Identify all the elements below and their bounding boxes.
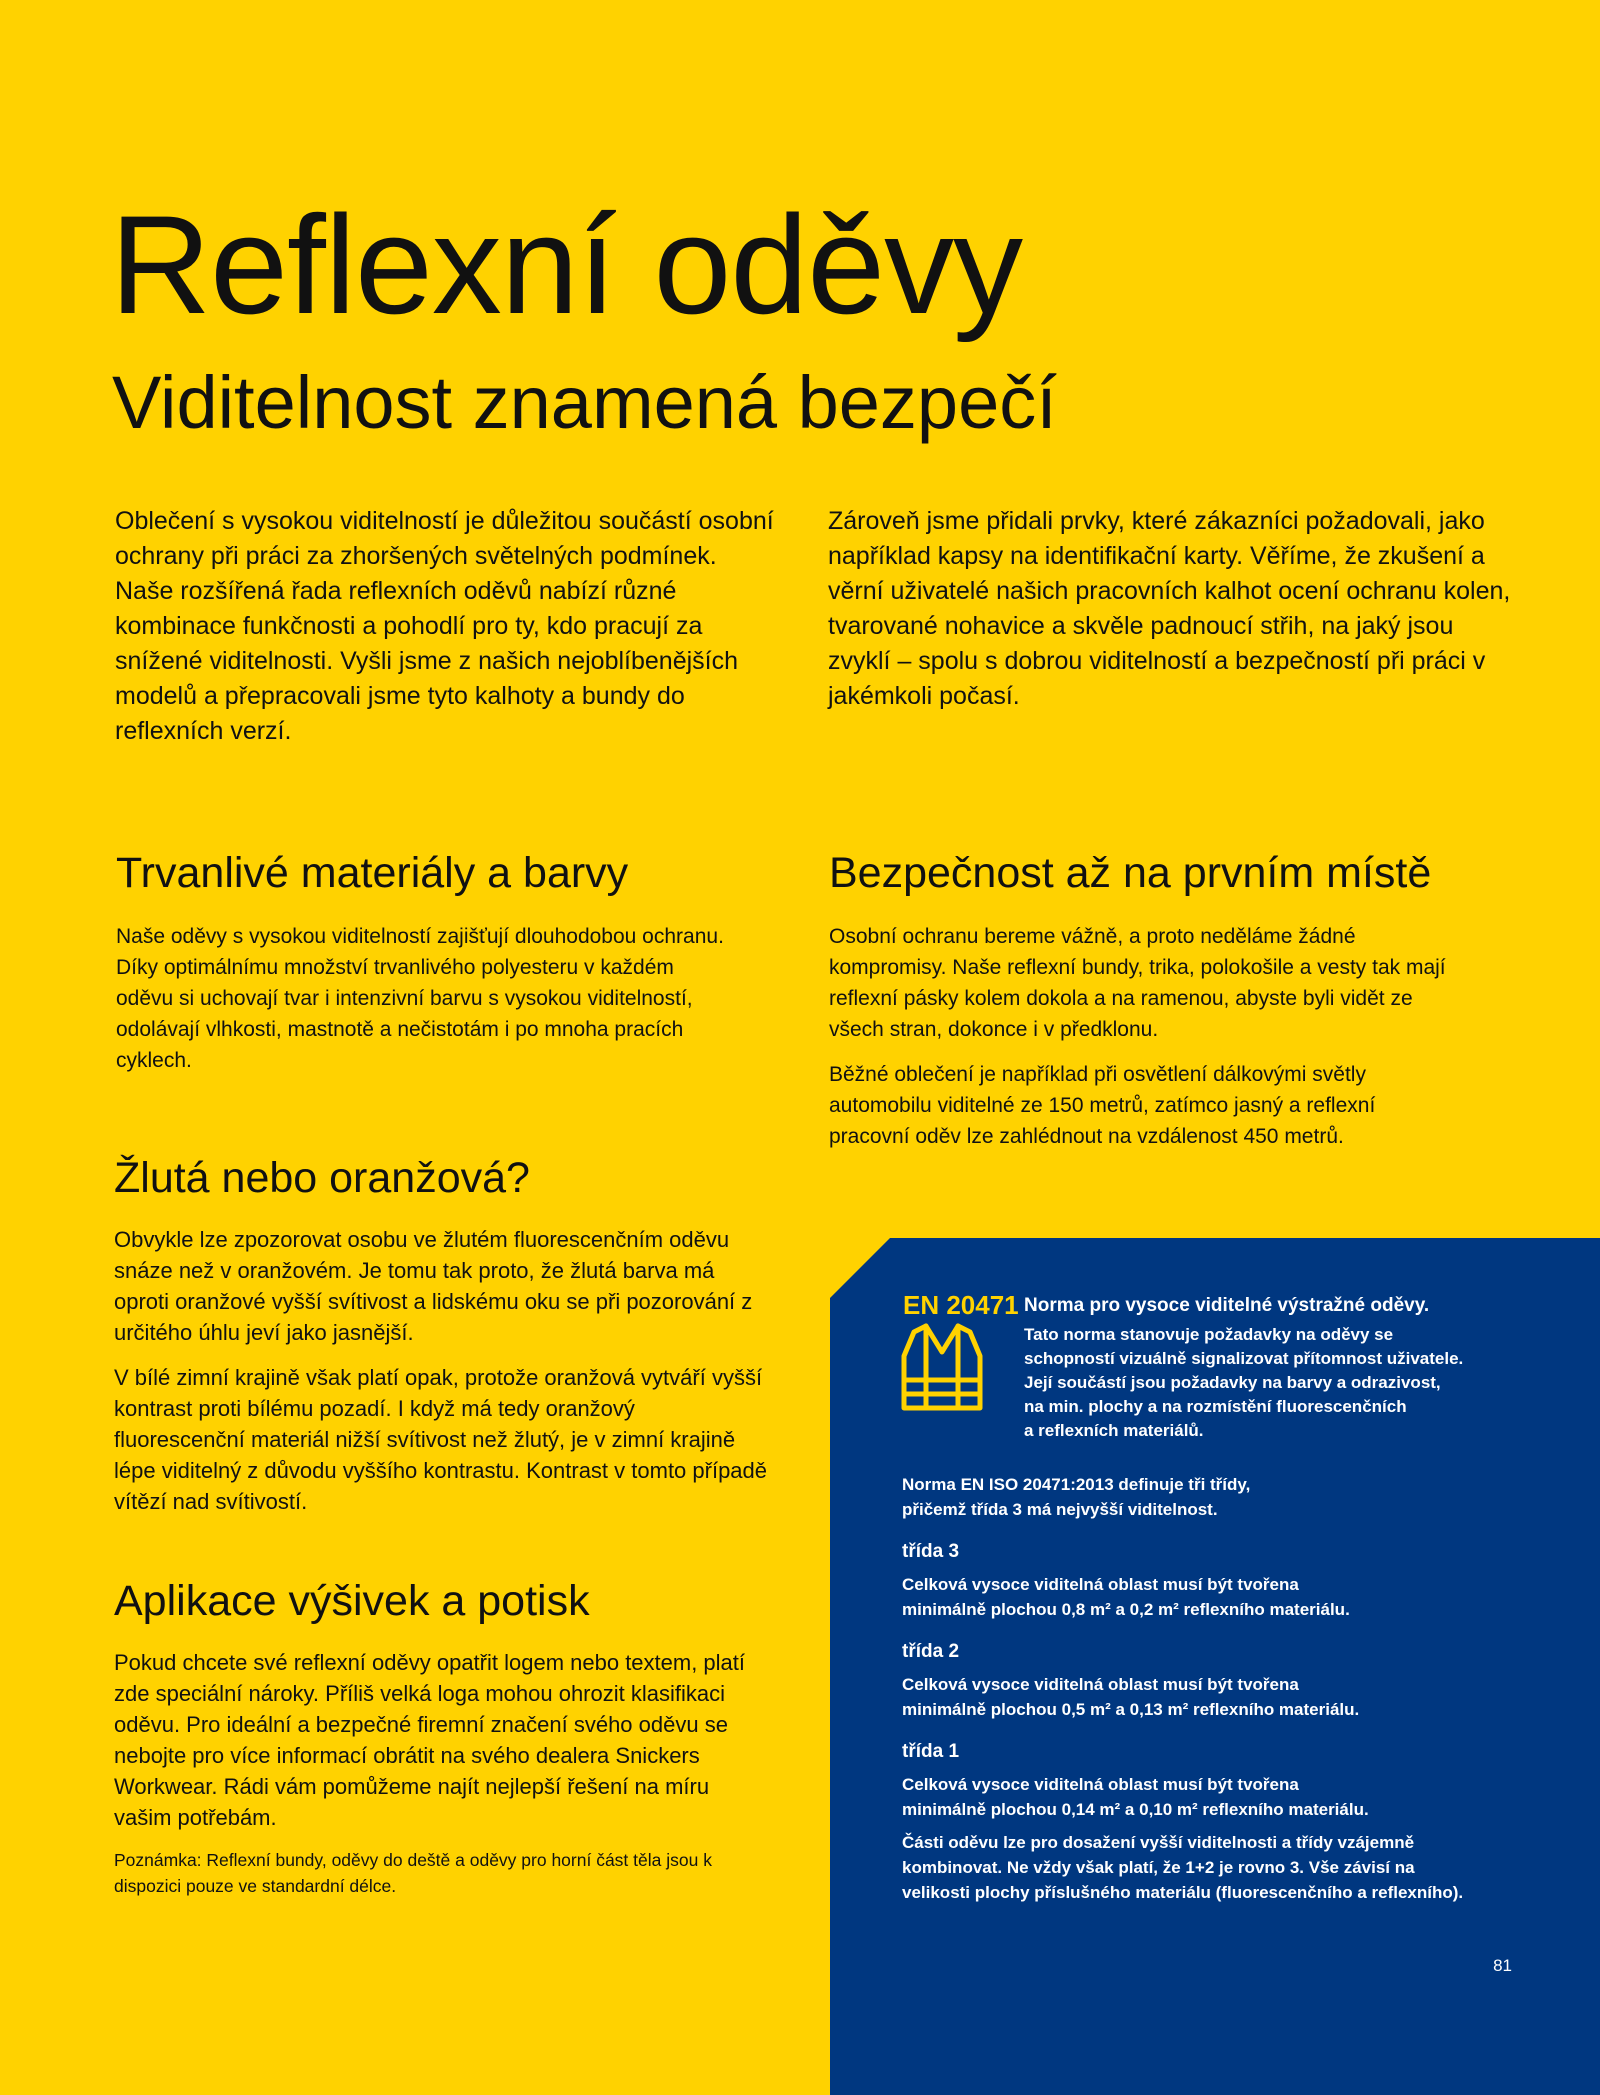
section-text: V bílé zimní krajině však platí opak, protože oranžová vytváří vyšší kontrast proti bílému pozadí. I když má tedy oranžový fluorescenční materiál nižší svítivost než žlutý, je v zimní krajině lépe viditelný z důvodu vyššího kontrastu. Kontrast v tomto případě vítězí nad svítivostí. <box>114 1365 768 1514</box>
section-note: Poznámka: Reflexní bundy, oděvy do deště a oděvy pro horní část těla jsou k dispozici pouze ve standardní délce. <box>114 1850 712 1896</box>
section-text: Běžné oblečení je například při osvětlení dálkovými světly automobilu viditelné ze 150 metrů, zatímco jasný a reflexní pracovní oděv lze zahlédnout na vzdálenost 450 metrů. <box>829 1063 1376 1148</box>
hi-vis-vest-icon <box>900 1322 984 1414</box>
class-label: třída 1 <box>902 1741 960 1762</box>
intro-left-paragraph: Oblečení s vysokou viditelností je důležitou součástí osobní ochrany při práci za zhoršených světelných podmínek. Naše rozšířená řada reflexních oděvů nabízí různé kombinace funkčnosti a pohodlí pro ty, kdo pracují za snížené viditelnosti. Vyšli jsme z našich nejoblíbenějších modelů a přepracovali jsme tyto kalhoty a bundy do reflexních verzí. <box>115 507 774 745</box>
section-heading: Bezpečnost až na prvním místě <box>829 849 1432 897</box>
standard-badge: EN 20471 <box>903 1290 1019 1320</box>
class-label: třída 2 <box>902 1641 960 1662</box>
class-text-line: minimálně plochou 0,8 m² a 0,2 m² reflexního materiálu. <box>902 1600 1350 1619</box>
classes-outro <box>902 1830 1463 1905</box>
section-text: Osobní ochranu bereme vážně, a proto neděláme žádné kompromisy. Naše reflexní bundy, trika, polokošile a vesty tak mají reflexní pásky kolem dokola a na ramenou, abyste byli vidět ze všech stran, dokonce i v předklonu. <box>829 925 1446 1041</box>
section-color <box>114 1150 769 1531</box>
standard-description-line: Tato norma stanovuje požadavky na oděvy se <box>1024 1325 1394 1344</box>
class-1-block <box>902 1740 1369 1822</box>
section-embroidery <box>114 1573 764 1899</box>
page-number: 81 <box>1493 1956 1512 1975</box>
standard-description-line: schopností vizuálně signalizovat přítomnost uživatele. <box>1024 1349 1464 1368</box>
intro-right-paragraph: Zároveň jsme přidali prvky, které zákazníci požadovali, jako například kapsy na identifikační karty. Věříme, že zkušení a věrní uživatelé našich pracovních kalhot ocení ochranu kolen, tvarované nohavice a skvěle padnoucí střih, na jaký jsou zvyklí – spolu s dobrou viditelností a bezpečností při práci v jakémkoli počasí. <box>828 507 1511 710</box>
standard-description <box>1024 1323 1463 1443</box>
class-text-line: Celková vysoce viditelná oblast musí být tvořena <box>902 1575 1299 1594</box>
classes-outro-line: velikosti plochy příslušného materiálu (fluorescenčního a reflexního). <box>902 1883 1464 1902</box>
section-heading: Žlutá nebo oranžová? <box>114 1154 530 1202</box>
standard-description-line: na min. plochy a na rozmístění fluorescenčních <box>1024 1397 1407 1416</box>
section-safety <box>829 845 1449 1166</box>
class-3-block <box>902 1540 1350 1622</box>
class-text-line: Celková vysoce viditelná oblast musí být tvořena <box>902 1675 1299 1694</box>
section-heading: Trvanlivé materiály a barvy <box>116 849 629 897</box>
class-text-line: minimálně plochou 0,5 m² a 0,13 m² reflexního materiálu. <box>902 1700 1360 1719</box>
class-text-line: Celková vysoce viditelná oblast musí být tvořena <box>902 1775 1299 1794</box>
classes-intro-line: přičemž třída 3 má nejvyšší viditelnost. <box>902 1500 1218 1519</box>
class-label: třída 3 <box>902 1541 960 1562</box>
classes-intro <box>902 1472 1250 1522</box>
classes-outro-line: kombinovat. Ne vždy však platí, že 1+2 je rovno 3. Vše závisí na <box>902 1858 1415 1877</box>
class-text-line: minimálně plochou 0,14 m² a 0,10 m² reflexního materiálu. <box>902 1800 1369 1819</box>
section-durable <box>116 845 736 1090</box>
page-subtitle: Viditelnost znamená bezpečí <box>112 361 1057 444</box>
section-heading: Aplikace výšivek a potisk <box>114 1577 590 1625</box>
section-text: Pokud chcete své reflexní oděvy opatřit logem nebo textem, platí zde speciální nároky. Příliš velká loga mohou ohrozit klasifikaci oděvu. Pro ideální a bezpečné firemní značení svého oděvu se nebojte pro více informací obrátit na svého dealera Snickers Workwear. Rádi vám pomůžeme najít nejlepší řešení na míru vašim potřebám. <box>114 1650 746 1830</box>
class-2-block <box>902 1640 1359 1722</box>
section-text: Naše oděvy s vysokou viditelností zajišťují dlouhodobou ochranu. Díky optimálnímu množství trvanlivého polyesteru v každém oděvu si uchovají tvar i intenzivní barvu s vysokou viditelností, odolávají vlhkosti, mastnotě a nečistotám i po mnoha pracích cyklech. <box>116 925 724 1072</box>
standard-title: Norma pro vysoce viditelné výstražné oděvy. <box>1024 1295 1430 1316</box>
standard-description-line: a reflexních materiálů. <box>1024 1421 1204 1440</box>
standard-description-line: Její součástí jsou požadavky na barvy a odrazivost, <box>1024 1373 1441 1392</box>
classes-intro-line: Norma EN ISO 20471:2013 definuje tři třídy, <box>902 1475 1251 1494</box>
page-title: Reflexní oděvy <box>110 186 1023 343</box>
classes-outro-line: Části oděvu lze pro dosažení vyšší viditelnosti a třídy vzájemně <box>902 1833 1415 1852</box>
section-text: Obvykle lze zpozorovat osobu ve žlutém fluorescenčním oděvu snáze než v oranžovém. Je tomu tak proto, že žlutá barva má oproti oranžové vyšší svítivost a lidskému oku se při pozorování z určitého úhlu jeví jako jasnější. <box>114 1227 753 1345</box>
